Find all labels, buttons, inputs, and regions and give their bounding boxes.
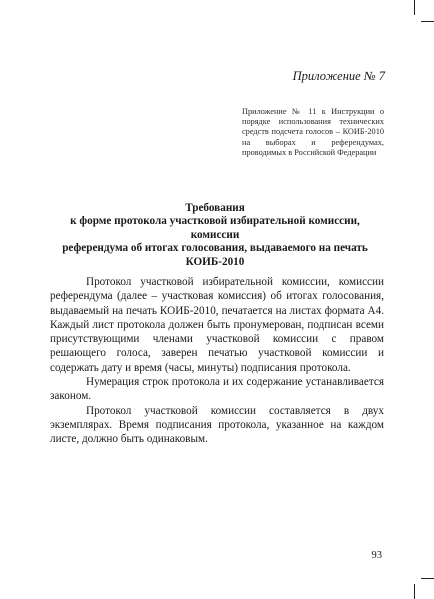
paragraph: Протокол участковой избирательной комиссии, комиссии референдума (далее – участковая комиссия) об итогах голосования, выдаваемый на печать КОИБ-2010, печатается на листах формата А4. Каждый лист протокола должен быть пронумерован, подписан всеми присутствующими членами участковой комиссии с правом решающего голоса, заверен печатью участковой комиссии и содержать дату и время (часы, минуты) подписания протокола. — [50, 276, 384, 374]
title-line-2: к форме протокола участковой избирательной комиссии, комиссии — [70, 215, 360, 241]
crop-mark-top — [414, 0, 415, 15]
title-line-3: референдума об итогах голосования, выдаваемого на печать — [62, 242, 368, 255]
paragraph: Нумерация строк протокола и их содержание устанавливается законом. — [50, 376, 384, 403]
crop-mark-top-right — [421, 21, 434, 22]
title-line-4: КОИБ-2010 — [185, 255, 245, 268]
paragraph: Протокол участковой комиссии составляется в двух экземплярах. Время подписания протокола, указанное на каждом листе, должно быть одинаковым. — [50, 404, 384, 446]
page-number: 93 — [371, 550, 382, 561]
crop-mark-bottom-right — [421, 578, 434, 579]
requirements-title — [46, 202, 384, 269]
body-text — [50, 275, 384, 447]
title-line-1: Требования — [185, 202, 245, 214]
appendix-label: Приложение № 7 — [292, 69, 385, 83]
crop-mark-bottom — [414, 584, 415, 599]
instruction-note: Приложение № 11 к Инструкции о порядке использования технических средств подсчета голосов – КОИБ-2010 на выборах и референдумах, проводимых в Российской Федерации — [242, 107, 384, 157]
